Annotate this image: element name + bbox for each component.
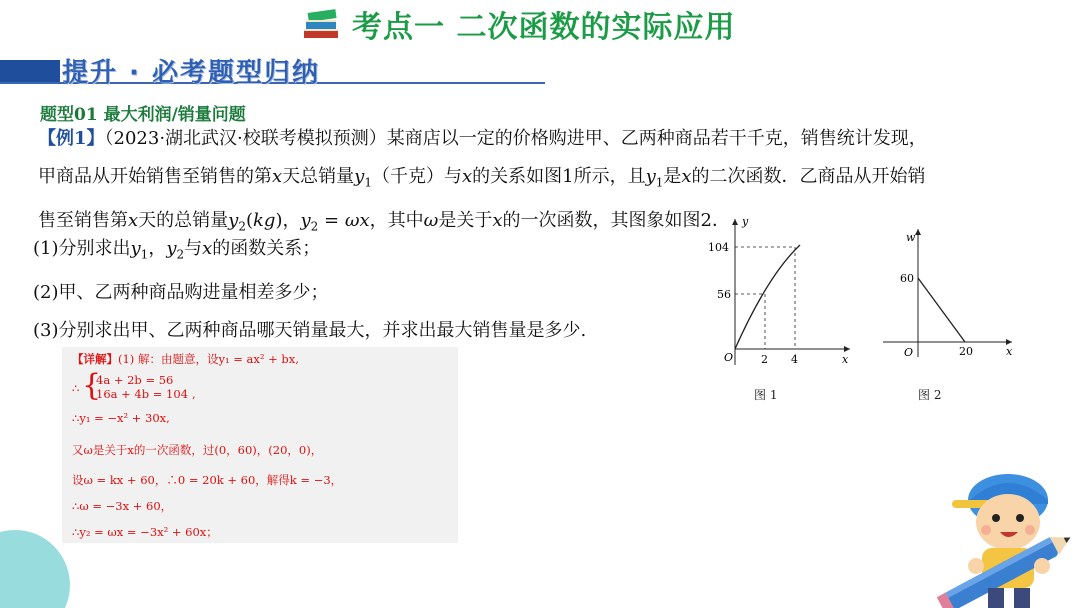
page-title: 考点一 二次函数的实际应用 <box>352 10 736 45</box>
fig2-x-axis-label: x <box>1006 345 1013 358</box>
question-type-heading: 题型01 最大利润/销量问题 <box>40 105 246 125</box>
figure-2-graph <box>880 225 1020 365</box>
solution-line-4: 又ω是关于x的一次函数，过(0，60)，(20，0)， <box>72 443 323 457</box>
fig1-ytick-104: 104 <box>708 241 729 254</box>
decorative-blob <box>0 530 70 608</box>
section-label: 提升 · 必考题型归纳 <box>62 58 320 88</box>
solution-line-3: ∴y₁ = −x² + 30x, <box>72 411 170 425</box>
problem-line-1: 【例1】（2023·湖北武汉·校联考模拟预测）某商店以一定的价格购进甲、乙两种商品若干千克，销售统计发现， <box>38 128 927 149</box>
fig1-xtick-4: 4 <box>791 353 798 366</box>
fig1-xtick-2: 2 <box>761 353 768 366</box>
solution-line-6: ∴ω = −3x + 60， <box>72 499 173 513</box>
solution-line-1: 【详解】(1) 解：由题意，设y₁ = ax² + bx, <box>72 352 299 366</box>
question-2: (2)甲、乙两种商品购进量相差多少； <box>33 281 329 303</box>
fig1-y-axis-label: y <box>742 215 749 228</box>
books-icon <box>300 5 344 43</box>
figure-1-graph <box>695 215 855 375</box>
fig1-origin: O <box>724 351 734 364</box>
figure-1-caption: 图 1 <box>754 388 778 402</box>
fig2-y-axis-label: w <box>906 231 916 244</box>
title-bar <box>300 4 735 44</box>
figure-2-caption: 图 2 <box>918 388 942 402</box>
problem-line-3: 售至销售第x天的总销量$y_2(kg)$，$y_2 = \omega x$，其中ω是关于x的一次函数，其图象如图2． <box>38 209 730 234</box>
solution-box: 【详解】(1) 解：由题意，设y₁ = ax² + bx, ∴ { 4a + 2b = 56 16a + 4b = 104 , ∴y₁ = −x² + 30x, 又ω是关于x的一次函数，过(0，60)，(20，0)， 设ω = kx + 60，∴0 = 20k + 60，解得k = −3， ∴ω = −3x + 60， ∴y₂ = ωx = −3x² + 60x； <box>62 347 458 543</box>
problem-line-2: 甲商品从开始销售至销售的第x天总销量$y_1$（千克）与x的关系如图1所示，且$y_1$是x的二次函数．乙商品从开始销 <box>38 166 926 190</box>
fig2-xtick-20: 20 <box>959 345 973 358</box>
section-banner <box>0 52 560 86</box>
kid-with-pencil-illustration <box>930 470 1080 608</box>
example-tag: 【例1】 <box>38 128 105 149</box>
solution-line-7: ∴y₂ = ωx = −3x² + 60x； <box>72 525 218 539</box>
fig1-x-axis-label: x <box>842 353 849 366</box>
fig2-origin: O <box>904 346 914 359</box>
fig1-ytick-56: 56 <box>717 288 731 301</box>
questions <box>33 230 586 350</box>
fig2-ytick-60: 60 <box>900 272 914 285</box>
solution-line-5: 设ω = kx + 60，∴0 = 20k + 60，解得k = −3， <box>72 473 343 487</box>
question-1: (1)分别求出$y_1$，$y_2$与x的函数关系； <box>33 238 321 262</box>
question-3: (3)分别求出甲、乙两种商品哪天销量最大，并求出最大销售量是多少. <box>33 319 587 341</box>
